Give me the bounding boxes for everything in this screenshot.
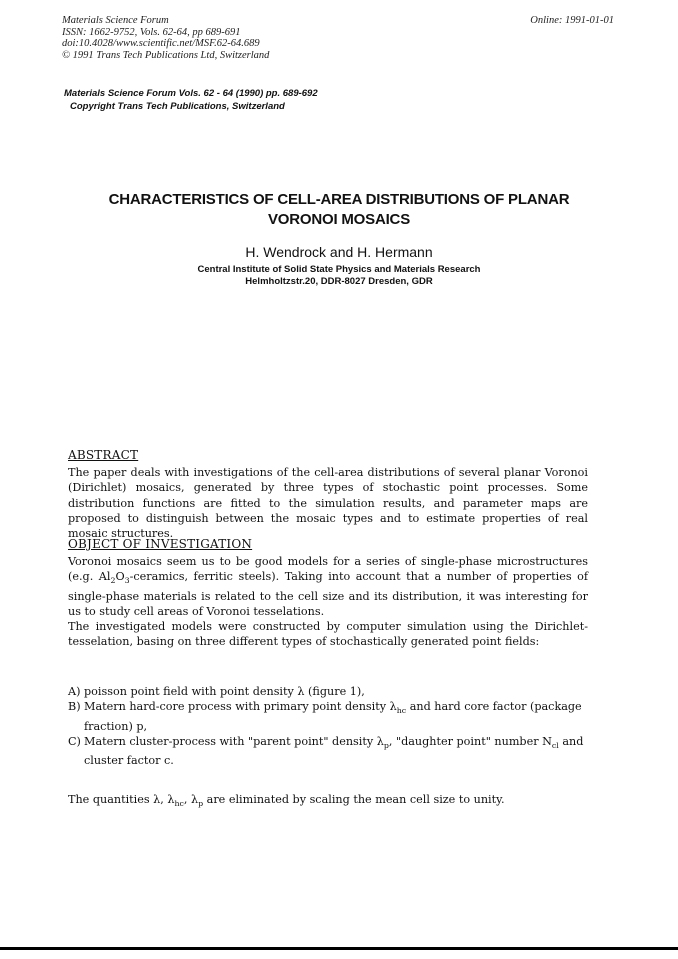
- list-label: B): [68, 700, 81, 714]
- meta-line: © 1991 Trans Tech Publications Ltd, Switzerland: [62, 49, 270, 61]
- online-date: Online: 1991-01-01: [530, 15, 614, 26]
- title-line: VORONOI MOSAICS: [267, 211, 410, 228]
- citation-block: [64, 88, 318, 113]
- meta-line: Materials Science Forum: [62, 15, 169, 26]
- affiliation: [60, 264, 618, 288]
- list-text: poisson point field with point density λ (figure 1),: [84, 685, 365, 698]
- meta-line: ISSN: 1662-9752, Vols. 62-64, pp 689-691: [62, 26, 241, 38]
- title-line: CHARACTERISTICS OF CELL-AREA DISTRIBUTIONS OF PLANAR: [108, 191, 570, 208]
- list-label: C): [68, 734, 81, 748]
- list-item: B) Matern hard-core process with primary point density $\lambda_{hc}$ and hard core factor (package fraction) p,: [68, 700, 582, 733]
- meta-line: doi:10.4028/www.scientific.net/MSF.62-64.689: [62, 38, 260, 49]
- list-label: A): [68, 685, 81, 698]
- object-section: [68, 537, 588, 650]
- list-item: [68, 684, 588, 699]
- closing-paragraph: The quantities λ, $\lambda_{hc}$, $\lambda_p$ are eliminated by scaling the mean cell size to unity.: [68, 793, 505, 809]
- abstract-section: [68, 448, 588, 541]
- affiliation-line: Central Institute of Solid State Physics and Materials Research: [197, 264, 481, 275]
- authors: H. Wendrock and H. Hermann: [245, 244, 433, 260]
- point-process-list-section: [68, 684, 588, 768]
- object-heading: OBJECT OF INVESTIGATION: [68, 537, 253, 551]
- paper-title: [60, 190, 618, 230]
- point-process-list: [68, 684, 588, 768]
- copyright-line: Copyright Trans Tech Publications, Switzerland: [70, 100, 285, 112]
- list-item: C) Matern cluster-process with "parent point" density $\lambda_p$, "daughter point" number $N_{cl}$ and cluster factor c.: [68, 734, 584, 768]
- abstract-text: The paper deals with investigations of the cell-area distributions of several planar Voronoi (Dirichlet) mosaics, generated by three types of stochastic point processes. Some distribution functions are fitted to the simulation results, and parameter maps are proposed to distinguish between the mosaic types and to estimate properties of real mosaic structures.: [68, 466, 588, 541]
- object-paragraph-1: Voronoi mosaics seem us to be good models for a series of single-phase microstructures (e.g. $Al_2O_3$-ceramics, ferritic steels). Taking into account that a number of properties of single-phase materials is related to the cell size and its distribution, it was interesting for us to study cell areas of Voronoi tesselations.: [68, 555, 588, 619]
- affiliation-line: Helmholtzstr.20, DDR-8027 Dresden, GDR: [245, 276, 433, 287]
- journal-meta: [62, 15, 269, 61]
- citation-line: Materials Science Forum Vols. 62 - 64 (1990) pp. 689-692: [64, 88, 318, 99]
- abstract-heading: ABSTRACT: [68, 448, 139, 462]
- object-paragraph-2: The investigated models were constructed by computer simulation using the Dirichlet-tesselation, basing on three different types of stochastically generated point fields:: [68, 620, 588, 649]
- bottom-rule: [0, 947, 678, 950]
